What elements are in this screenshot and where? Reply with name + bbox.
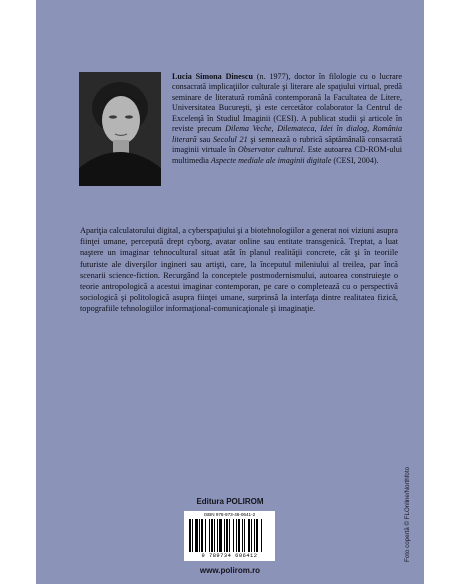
publisher-website: www.polirom.ro — [199, 566, 261, 575]
barcode-bar — [201, 519, 203, 552]
barcode-bar — [189, 519, 191, 552]
magazine-title: Secolul 21 — [212, 134, 248, 144]
barcode-bar — [256, 519, 258, 552]
magazine-title: Dilemateca — [277, 124, 315, 134]
book-blurb: Apariţia calculatorului digital, a cyberspaţiului şi a biotehnologiilor a generat noi viziuni asupra fiinţei umane, percepută drept cyborg, avatar online sau entitate transgenică. Treptat, a luat naştere un imaginar tehnocultural situat atât în planul realităţii concrete, cât şi în teoriile futuriste ale diverşilor ingineri sau artişti, care, la începutul mileniului al treilea, par încă scenarii science-fiction. Recurgând la conceptele postmodernismului, autoarea construieşte o teorie antropologică a acestui imaginar contemporan, pe care o completează cu o perspectivă sociologică şi politologică asupra fiinţei umane, surprinsă la interfaţa dintre realitatea fizică, topografiile tehnologiilor informaţional-comunicaţionale şi imaginaţie. — [80, 226, 398, 314]
barcode-bar — [214, 519, 215, 552]
photo-credit: Foto copertă © FLOnline/Northfoto — [404, 466, 411, 562]
magazine-title: Dilema Veche — [225, 124, 272, 134]
barcode-bar — [211, 519, 213, 552]
author-photo — [79, 72, 161, 186]
barcode-bar — [254, 519, 255, 552]
barcode-bar — [244, 519, 245, 552]
barcode-image — [188, 519, 271, 552]
bio-separator: sau — [196, 134, 213, 144]
barcode-bar — [236, 519, 237, 552]
barcode-bar — [248, 519, 250, 552]
bio-text: . Este autoarea CD-ROM-ului multimedia — [172, 145, 402, 165]
bio-text: (CESI, 2004). — [331, 155, 379, 165]
barcode-bar — [261, 519, 262, 552]
barcode-box — [184, 511, 275, 561]
bio-separator: , — [314, 124, 321, 134]
bio-text: şi semnează o rubrică săptămânală consacrată imaginii virtuale în — [172, 134, 402, 155]
bio-text: (n. 1977), doctor în filologie cu o lucrare consacrată implicaţiilor culturale şi literare ale spaţiului virtual, predă seminare de literatură română contemporană la Facultatea de Litere, Universitatea Bucureşti, şi este cercetător colaborator la Centrul de Excelenţă în Studiul Imaginii (CESI). A publicat studii şi articole în reviste precum — [172, 72, 402, 134]
magazine-title: Idei în dialog — [320, 124, 368, 134]
barcode-bar — [242, 519, 243, 552]
barcode-digits: 9 789734 606412 — [201, 553, 258, 559]
barcode-bar — [219, 519, 222, 552]
barcode-bar — [238, 519, 240, 552]
author-portrait-image — [79, 72, 161, 186]
isbn-label: ISBN 978-973-46-0641-2 — [203, 512, 256, 517]
barcode-bar — [251, 519, 252, 552]
barcode-bar — [192, 519, 193, 552]
magazine-title: Observator cultural — [237, 145, 304, 155]
bio-separator: , — [367, 124, 373, 134]
barcode-bar — [226, 519, 228, 552]
barcode-bar — [229, 519, 230, 552]
magazine-title: România literară — [172, 124, 403, 144]
author-name: Lucia Simona Dinescu — [172, 72, 253, 81]
barcode-bar — [233, 519, 234, 552]
cdrom-title: Aspecte mediale ale imaginii digitale — [210, 155, 332, 165]
barcode-bar — [224, 519, 225, 552]
barcode-bar — [217, 519, 218, 552]
barcode-bar — [199, 519, 200, 552]
barcode-bar — [195, 519, 198, 552]
barcode-bar — [209, 519, 210, 552]
barcode-bar — [205, 519, 206, 552]
publisher-name: Editura POLIROM — [196, 497, 264, 506]
bio-separator: , — [271, 124, 278, 134]
author-bio — [172, 72, 402, 166]
